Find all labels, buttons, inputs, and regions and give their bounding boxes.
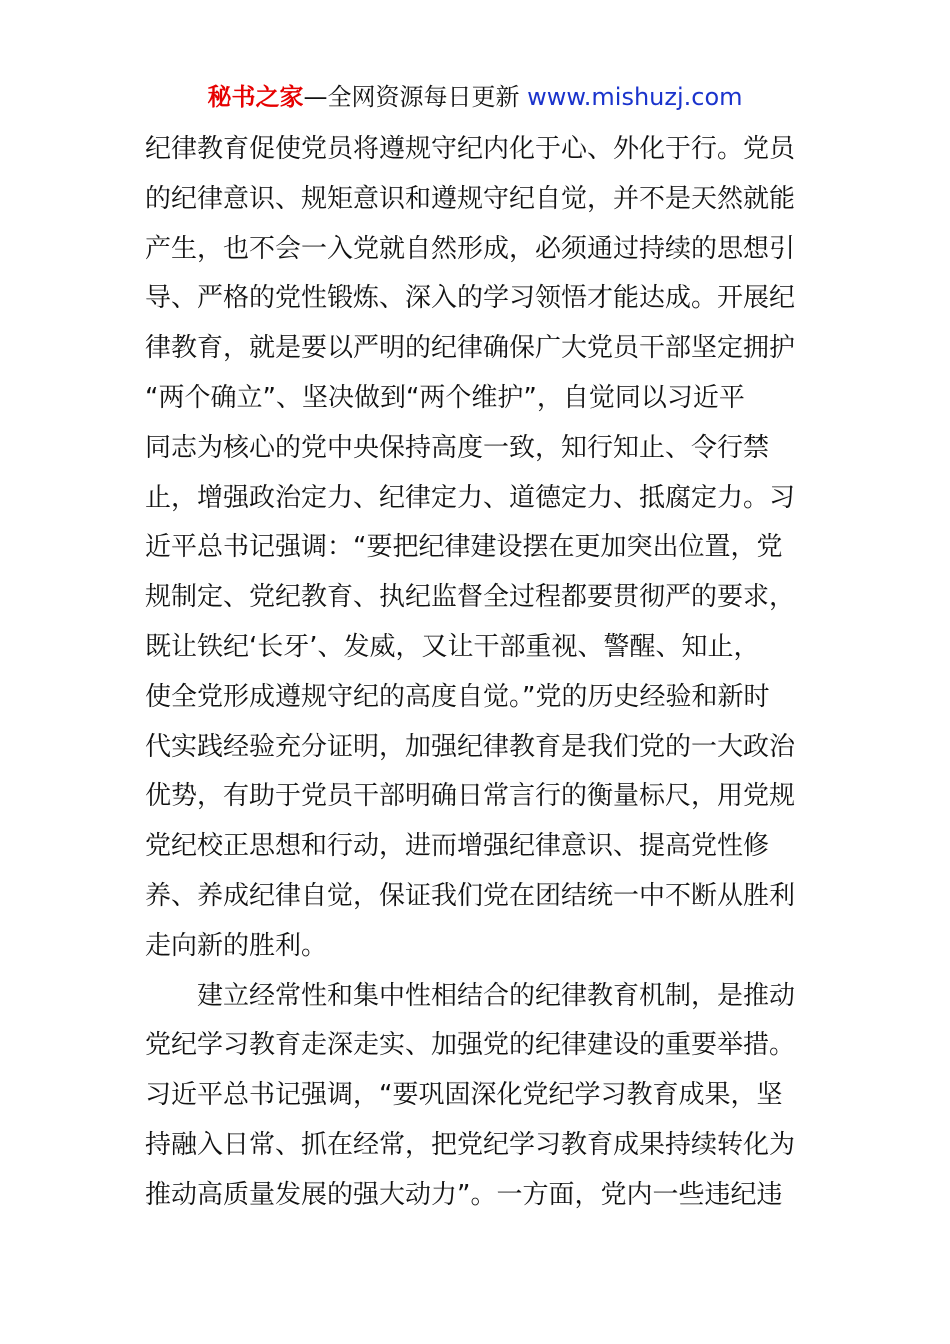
site-brand: 秘书之家 xyxy=(207,83,304,111)
text-line: 既让铁纪‘长牙’、发威，又让干部重视、警醒、知止， xyxy=(145,631,760,662)
text-line: 产生，也不会一入党就自然形成，必须通过持续的思想引 xyxy=(145,233,796,264)
text-line: 律教育，就是要以严明的纪律确保广大党员干部坚定拥护 xyxy=(145,333,796,364)
site-tagline: —全网资源每日更新 xyxy=(303,83,528,111)
text-line: 推动高质量发展的强大动力”。一方面，党内一些违纪违 xyxy=(145,1179,783,1210)
text-line: 持融入日常、抓在经常，把党纪学习教育成果持续转化为 xyxy=(145,1129,796,1160)
text-line: 近平总书记强调：“要把纪律建设摆在更加突出位置，党 xyxy=(145,532,783,563)
text-line: 建立经常性和集中性相结合的纪律教育机制，是推动 xyxy=(197,980,796,1011)
text-line: “两个确立”、坚决做到“两个维护”，自觉同以习近平 xyxy=(145,382,745,413)
text-line: 同志为核心的党中央保持高度一致，知行知止、令行禁 xyxy=(145,432,770,463)
site-url[interactable]: www.mishuzj.com xyxy=(527,83,743,111)
text-line: 养、养成纪律自觉，保证我们党在团结统一中不断从胜利 xyxy=(145,880,796,911)
page-header xyxy=(0,80,950,114)
text-line: 党纪学习教育走深走实、加强党的纪律建设的重要举措。 xyxy=(145,1030,796,1061)
text-line: 止，增强政治定力、纪律定力、道德定力、抵腐定力。习 xyxy=(145,482,796,513)
paragraph-2 xyxy=(145,972,810,1221)
text-line: 的纪律意识、规矩意识和遵规守纪自觉，并不是天然就能 xyxy=(145,183,796,214)
document-body xyxy=(145,125,810,1221)
text-line: 习近平总书记强调，“要巩固深化党纪学习教育成果，坚 xyxy=(145,1080,783,1111)
text-line: 规制定、党纪教育、执纪监督全过程都要贯彻严的要求， xyxy=(145,582,796,613)
text-line: 党纪校正思想和行动，进而增强纪律意识、提高党性修 xyxy=(145,831,770,862)
text-line: 导、严格的党性锻炼、深入的学习领悟才能达成。开展纪 xyxy=(145,283,796,314)
text-line: 代实践经验充分证明，加强纪律教育是我们党的一大政治 xyxy=(145,731,796,762)
text-line: 纪律教育促使党员将遵规守纪内化于心、外化于行。党员 xyxy=(145,134,796,164)
text-line: 使全党形成遵规守纪的高度自觉。”党的历史经验和新时 xyxy=(145,681,770,712)
text-line: 走向新的胜利。 xyxy=(145,930,328,961)
text-line: 优势，有助于党员干部明确日常言行的衡量标尺，用党规 xyxy=(145,781,796,812)
paragraph-1 xyxy=(145,125,810,972)
